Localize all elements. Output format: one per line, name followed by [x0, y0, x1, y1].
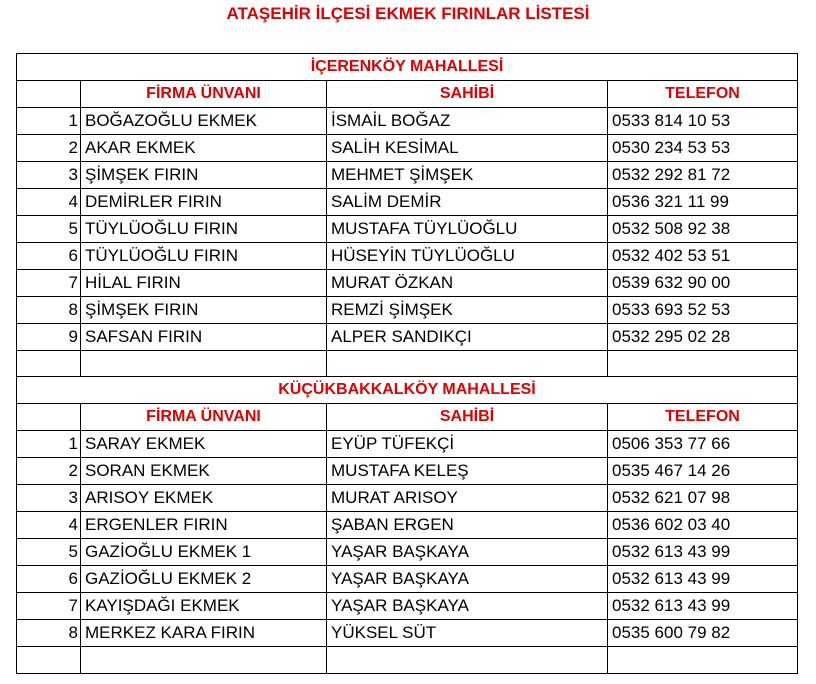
row-number: 2 — [17, 458, 81, 485]
owner-name: MURAT ARISOY — [327, 485, 608, 512]
table-row — [17, 485, 798, 512]
row-number: 9 — [17, 324, 81, 351]
phone-number: 0532 292 81 72 — [608, 162, 798, 189]
owner-name: YAŞAR BAŞKAYA — [327, 539, 608, 566]
owner-name: YAŞAR BAŞKAYA — [327, 566, 608, 593]
table-row — [17, 324, 798, 351]
column-header-row — [17, 81, 798, 108]
phone-number: 0532 613 43 99 — [608, 566, 798, 593]
column-header-owner: SAHİBİ — [327, 81, 608, 108]
empty-cell — [327, 647, 608, 673]
owner-name: İSMAİL BOĞAZ — [327, 108, 608, 135]
firm-name: GAZİOĞLU EKMEK 1 — [81, 539, 327, 566]
empty-cell — [608, 647, 798, 673]
table-row — [17, 458, 798, 485]
firm-name: MERKEZ KARA FIRIN — [81, 620, 327, 647]
owner-name: YÜKSEL SÜT — [327, 620, 608, 647]
table-row — [17, 189, 798, 216]
row-number: 3 — [17, 162, 81, 189]
row-number: 8 — [17, 620, 81, 647]
owner-name: EYÜP TÜFEKÇİ — [327, 431, 608, 458]
owner-name: SALİM DEMİR — [327, 189, 608, 216]
owner-name: MURAT ÖZKAN — [327, 270, 608, 297]
empty-row — [17, 351, 798, 377]
table-row — [17, 297, 798, 324]
firm-name: ŞİMŞEK FIRIN — [81, 162, 327, 189]
row-number: 3 — [17, 485, 81, 512]
table-row — [17, 162, 798, 189]
row-number: 1 — [17, 108, 81, 135]
column-header-firm: FİRMA ÜNVANI — [81, 404, 327, 431]
row-number: 1 — [17, 431, 81, 458]
firm-name: TÜYLÜOĞLU FIRIN — [81, 216, 327, 243]
firm-name: BOĞAZOĞLU EKMEK — [81, 108, 327, 135]
column-header-number — [17, 404, 81, 431]
phone-number: 0532 295 02 28 — [608, 324, 798, 351]
table-row — [17, 243, 798, 270]
bakery-list-table — [16, 53, 798, 674]
row-number: 8 — [17, 297, 81, 324]
row-number: 5 — [17, 539, 81, 566]
phone-number: 0535 600 79 82 — [608, 620, 798, 647]
empty-cell — [327, 351, 608, 377]
empty-cell — [81, 351, 327, 377]
owner-name: MUSTAFA KELEŞ — [327, 458, 608, 485]
column-header-row — [17, 404, 798, 431]
section-title-row — [17, 54, 798, 81]
section-title-row — [17, 377, 798, 404]
phone-number: 0539 632 90 00 — [608, 270, 798, 297]
firm-name: KAYIŞDAĞI EKMEK — [81, 593, 327, 620]
firm-name: SAFSAN FIRIN — [81, 324, 327, 351]
owner-name: HÜSEYİN TÜYLÜOĞLU — [327, 243, 608, 270]
phone-number: 0532 613 43 99 — [608, 593, 798, 620]
phone-number: 0532 613 43 99 — [608, 539, 798, 566]
phone-number: 0536 602 03 40 — [608, 512, 798, 539]
column-header-owner: SAHİBİ — [327, 404, 608, 431]
table-row — [17, 108, 798, 135]
phone-number: 0533 693 52 53 — [608, 297, 798, 324]
column-header-phone: TELEFON — [608, 81, 798, 108]
firm-name: SARAY EKMEK — [81, 431, 327, 458]
empty-cell — [17, 351, 81, 377]
row-number: 7 — [17, 593, 81, 620]
owner-name: SALİH KESİMAL — [327, 135, 608, 162]
section-title: İÇERENKÖY MAHALLESİ — [17, 54, 798, 81]
row-number: 7 — [17, 270, 81, 297]
firm-name: AKAR EKMEK — [81, 135, 327, 162]
row-number: 2 — [17, 135, 81, 162]
row-number: 6 — [17, 243, 81, 270]
phone-number: 0506 353 77 66 — [608, 431, 798, 458]
empty-cell — [17, 647, 81, 673]
table-row — [17, 593, 798, 620]
phone-number: 0530 234 53 53 — [608, 135, 798, 162]
table-row — [17, 431, 798, 458]
owner-name: YAŞAR BAŞKAYA — [327, 593, 608, 620]
table-row — [17, 135, 798, 162]
section-title: KÜÇÜKBAKKALKÖY MAHALLESİ — [17, 377, 798, 404]
firm-name: DEMİRLER FIRIN — [81, 189, 327, 216]
phone-number: 0532 508 92 38 — [608, 216, 798, 243]
firm-name: GAZİOĞLU EKMEK 2 — [81, 566, 327, 593]
row-number: 4 — [17, 189, 81, 216]
column-header-phone: TELEFON — [608, 404, 798, 431]
table-row — [17, 270, 798, 297]
firm-name: ARISOY EKMEK — [81, 485, 327, 512]
firm-name: ŞİMŞEK FIRIN — [81, 297, 327, 324]
empty-cell — [81, 647, 327, 673]
row-number: 6 — [17, 566, 81, 593]
document-title: ATAŞEHİR İLÇESİ EKMEK FIRINLAR LİSTESİ — [226, 4, 590, 23]
owner-name: ALPER SANDIKÇI — [327, 324, 608, 351]
owner-name: MUSTAFA TÜYLÜOĞLU — [327, 216, 608, 243]
empty-cell — [608, 351, 798, 377]
phone-number: 0532 402 53 51 — [608, 243, 798, 270]
owner-name: ŞABAN ERGEN — [327, 512, 608, 539]
empty-row — [17, 647, 798, 673]
column-header-number — [17, 81, 81, 108]
firm-name: TÜYLÜOĞLU FIRIN — [81, 243, 327, 270]
firm-name: HİLAL FIRIN — [81, 270, 327, 297]
firm-name: ERGENLER FIRIN — [81, 512, 327, 539]
phone-number: 0533 814 10 53 — [608, 108, 798, 135]
row-number: 5 — [17, 216, 81, 243]
table-row — [17, 566, 798, 593]
table-row — [17, 620, 798, 647]
owner-name: REMZİ ŞİMŞEK — [327, 297, 608, 324]
column-header-firm: FİRMA ÜNVANI — [81, 81, 327, 108]
phone-number: 0532 621 07 98 — [608, 485, 798, 512]
firm-name: SORAN EKMEK — [81, 458, 327, 485]
phone-number: 0535 467 14 26 — [608, 458, 798, 485]
table-row — [17, 512, 798, 539]
row-number: 4 — [17, 512, 81, 539]
table-row — [17, 539, 798, 566]
table-row — [17, 216, 798, 243]
phone-number: 0536 321 11 99 — [608, 189, 798, 216]
owner-name: MEHMET ŞİMŞEK — [327, 162, 608, 189]
